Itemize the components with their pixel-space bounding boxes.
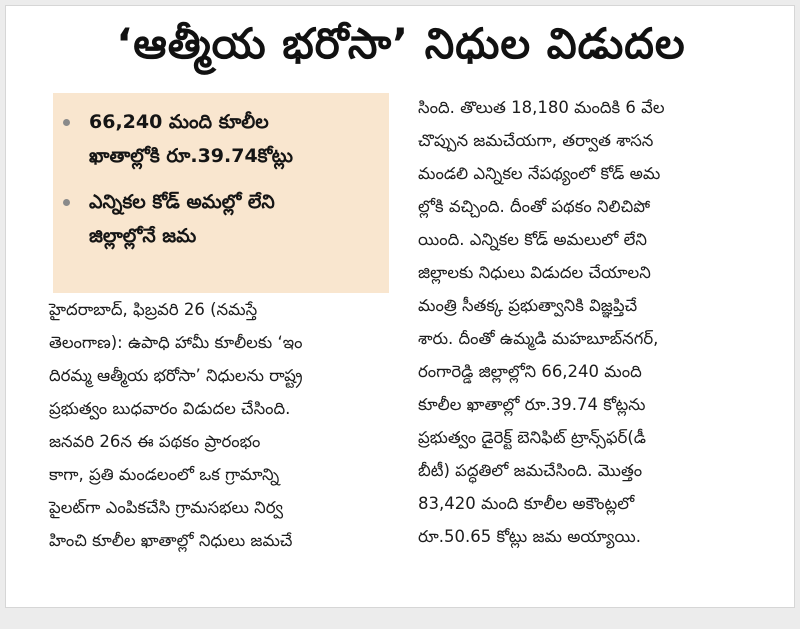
article-line: శారు. దీంతో ఉమ్మడి మహబూబ్‌నగర్,: [418, 329, 659, 348]
article-line: కాగా, ప్రతి మండలంలో ఒక గ్రామాన్ని: [49, 465, 280, 484]
article-line: ప్రభుత్వం డైరెక్ట్ బెనిఫిట్ ట్రాన్స్‌ఫర్(డీ: [418, 428, 646, 447]
article-line: హించి కూలీల ఖాతాల్లో నిధులు జమచే: [49, 531, 293, 550]
article-line: చొప్పున జమచేయగా, తర్వాత శాసన: [418, 131, 654, 150]
highlight-bullet-1: [63, 105, 293, 173]
highlight-1-line-1: 66,240 మంది కూలీల: [89, 111, 269, 133]
article-line: కూలీల ఖాతాల్లో రూ.39.74 కోట్లను: [418, 395, 646, 414]
article-line: ల్లోకి వచ్చింది. దీంతో పథకం నిలిచిపో: [418, 197, 651, 216]
article-line: తెలంగాణ): ఉపాధి హామీ కూలీలకు ‘ఇం: [49, 333, 303, 352]
headline: ‘ఆత్మీయ భరోసా’ నిధుల విడుదల: [116, 19, 686, 68]
article-line: మండలి ఎన్నికల నేపథ్యంలో కోడ్ అమ: [418, 164, 661, 183]
highlight-1-line-2: ఖాతాల్లోకి రూ.39.74కోట్లు: [89, 145, 294, 167]
article-line: యింది. ఎన్నికల కోడ్ అమలులో లేని: [418, 230, 647, 249]
highlight-box: [53, 93, 389, 293]
left-column: [49, 293, 394, 557]
article-line: ప్రభుత్వం బుధవారం విడుదల చేసింది.: [49, 399, 291, 418]
article-line: దిరమ్మ ఆత్మీయ భరోసా’ నిధులను రాష్ట్ర: [49, 366, 303, 385]
highlight-bullet-2: [63, 185, 275, 253]
right-column: [418, 91, 773, 553]
article-line: సింది. తొలుత 18,180 మందికి 6 వేల: [418, 98, 665, 117]
article-line: రూ.50.65 కోట్లు జమ అయ్యాయి.: [418, 527, 641, 546]
bullet-dot-icon: [63, 199, 70, 206]
highlight-2-line-2: జిల్లాల్లోనే జమ: [89, 225, 197, 247]
article-line: హైదరాబాద్, ఫిబ్రవరి 26 (నమస్తే: [49, 300, 258, 319]
article-line: రంగారెడ్డి జిల్లాల్లోని 66,240 మంది: [418, 362, 642, 381]
article-line: జిల్లాలకు నిధులు విడుదల చేయాలని: [418, 263, 651, 282]
article-line: పైలట్‌గా ఎంపికచేసి గ్రామసభలు నిర్వ: [49, 498, 284, 517]
news-clipping: [5, 5, 795, 608]
article-line: బీటీ) పద్ధతిలో జమచేసింది. మొత్తం: [418, 461, 643, 480]
bullet-dot-icon: [63, 119, 70, 126]
article-line: జనవరి 26న ఈ పథకం ప్రారంభం: [49, 432, 261, 451]
highlight-2-line-1: ఎన్నికల కోడ్ అమల్లో లేని: [89, 191, 275, 213]
article-line: మంత్రి సీతక్క ప్రభుత్వానికి విజ్ఞప్తిచే: [418, 296, 638, 315]
article-line: 83,420 మంది కూలీల అకౌంట్లలో: [418, 494, 635, 513]
